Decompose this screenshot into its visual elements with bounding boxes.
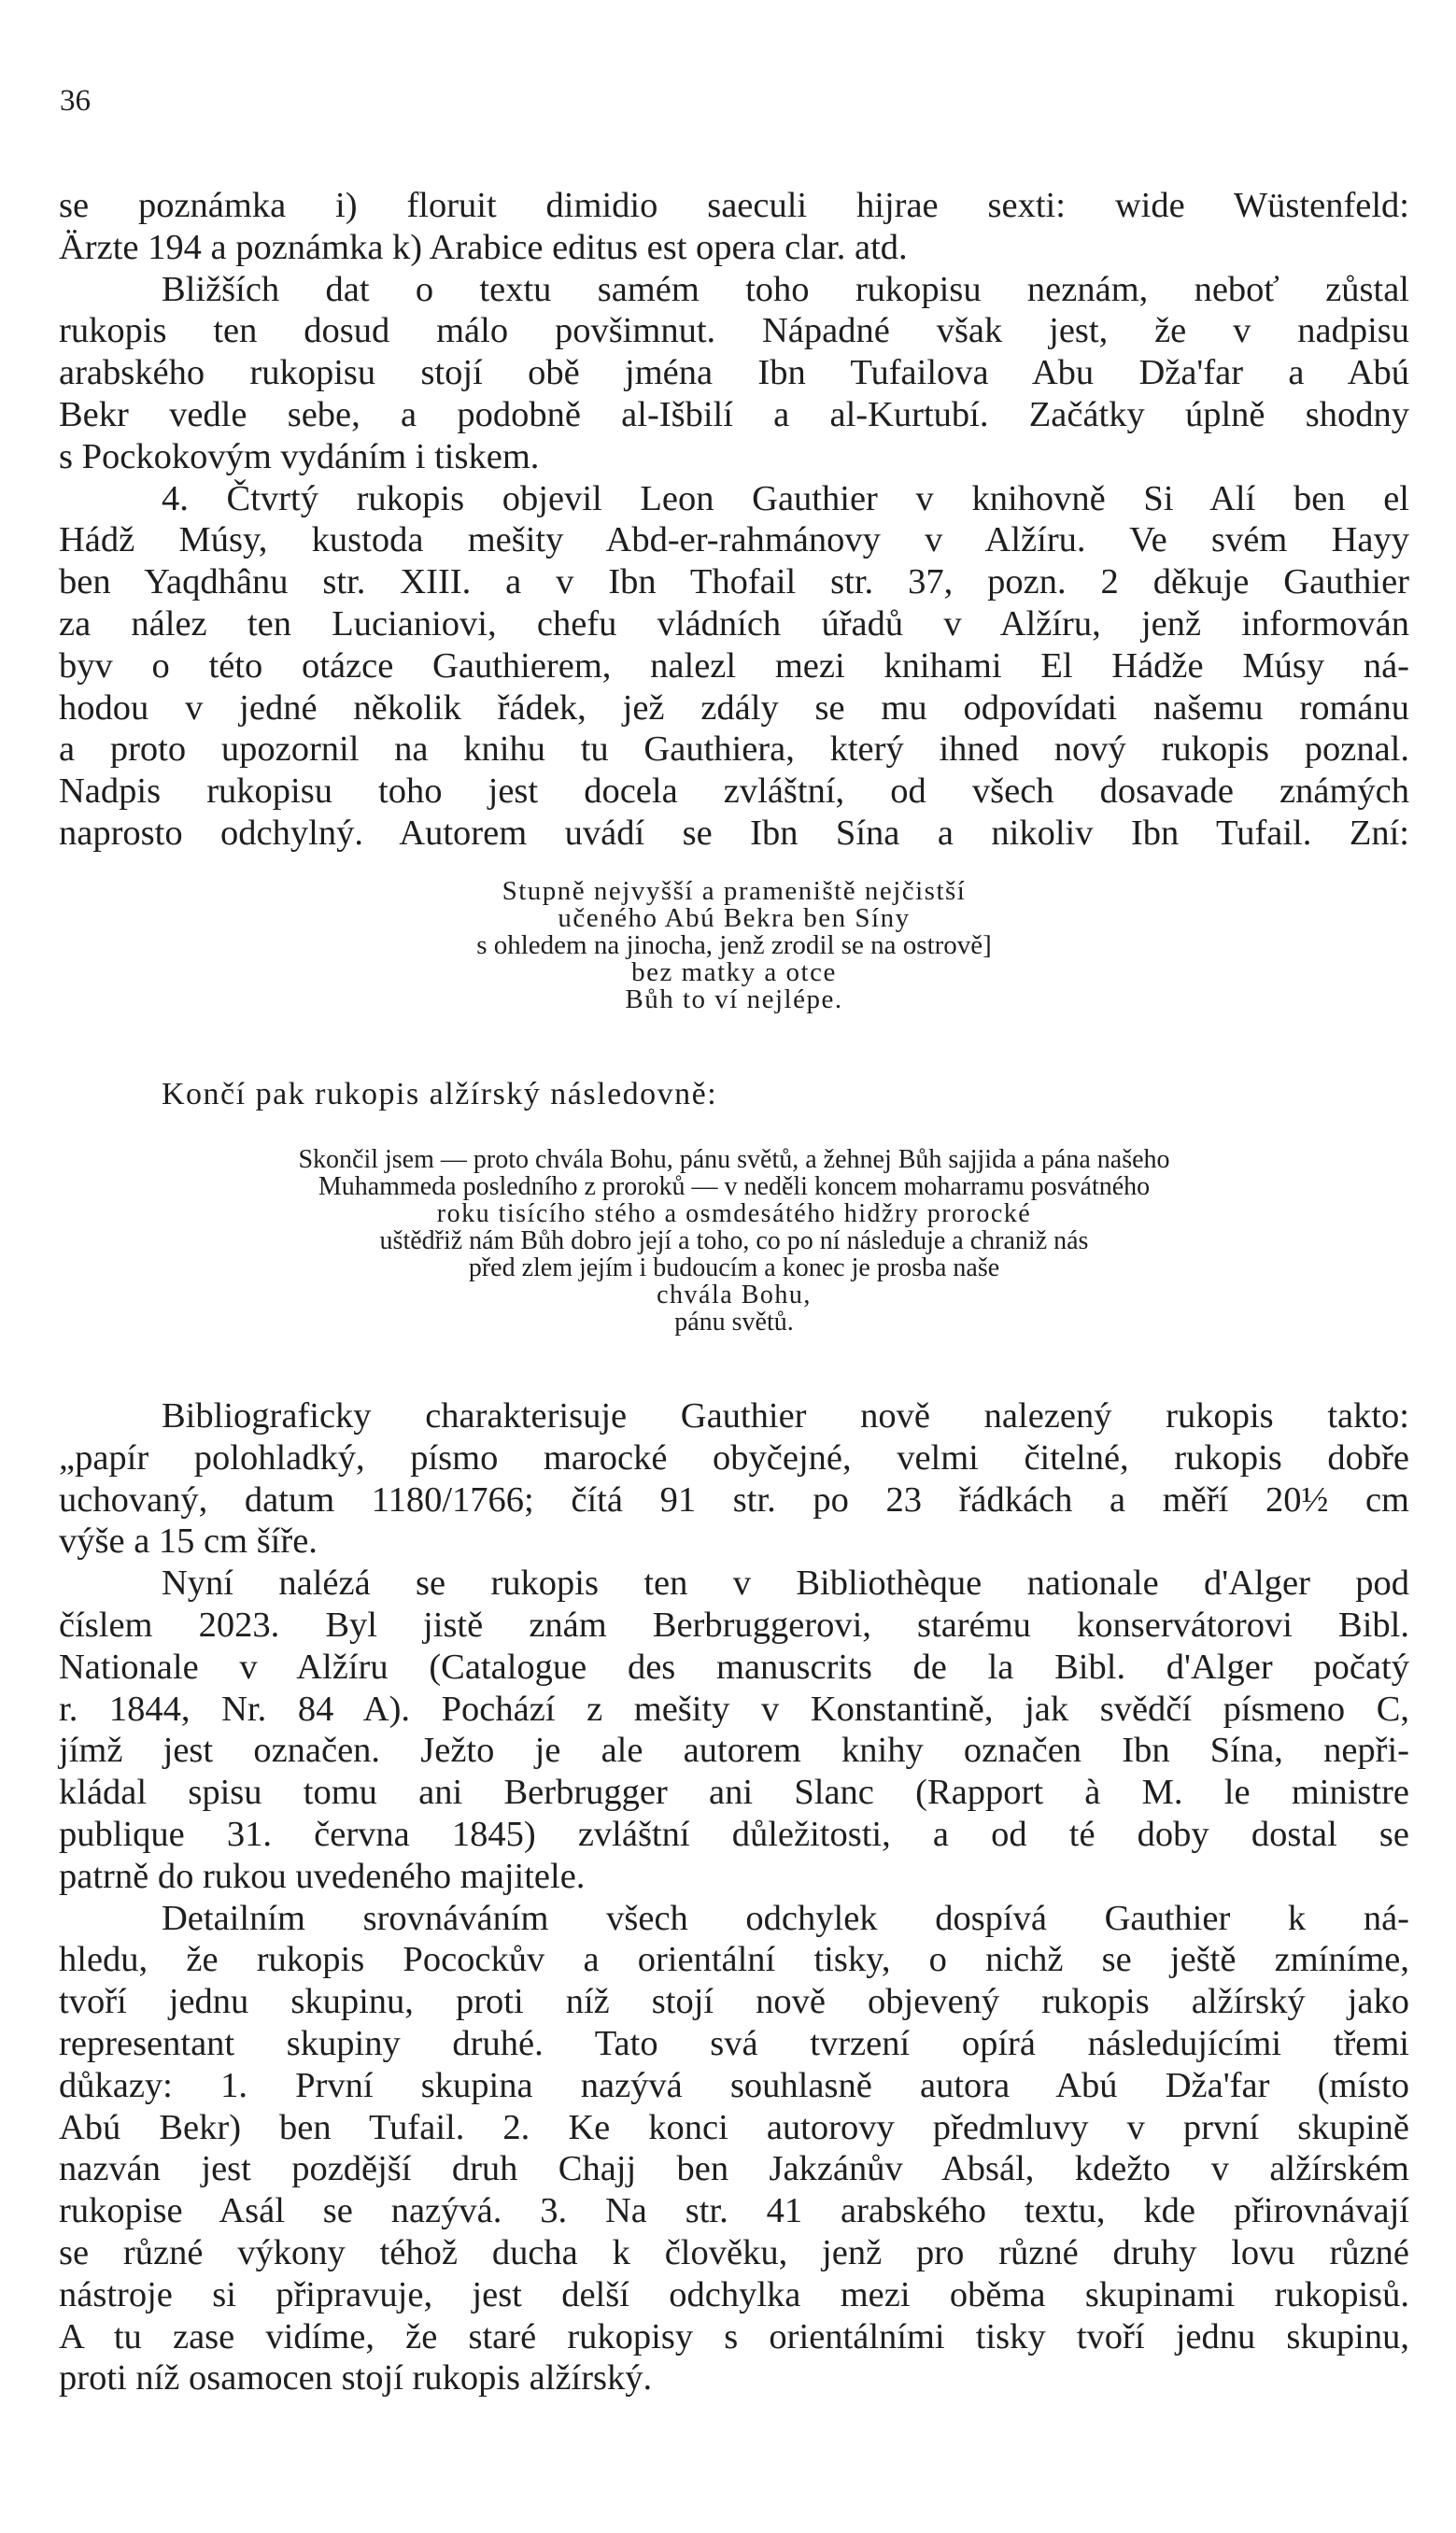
quote-line: Skončil jsem — proto chvála Bohu, pánu světů, a žehnej Bůh sajjida a pána našeho	[298, 1145, 1170, 1174]
text-line: Bližších dat o textu samém toho rukopisu neznám, neboť zůstal	[162, 269, 1409, 309]
text-line: Bibliograficky charakterisuje Gauthier nově nalezený rukopis takto:	[162, 1396, 1409, 1436]
text-line: číslem 2023. Byl jistě znám Berbruggerovi, starému konservátorovi Bibl.	[59, 1605, 1409, 1645]
text-line: s Pockokovým vydáním i tiskem.	[59, 436, 540, 476]
quote-line: roku tisícího stého a osmdesátého hidžry prorocké	[436, 1199, 1032, 1228]
text-line: se různé výkony téhož ducha k člověku, jenž pro různé druhy lovu různé	[59, 2232, 1409, 2272]
quote-title	[59, 878, 1409, 1013]
text-line: uchovaný, datum 1180/1766; čítá 91 str. po 23 řádkách a měří 20½ cm	[59, 1479, 1409, 1520]
text-line: arabského rukopisu stojí obě jména Ibn Tufailova Abu Dža'far a Abú	[59, 353, 1409, 393]
text-line: representant skupiny druhé. Tato svá tvrzení opírá následujícími třemi	[59, 2023, 1409, 2063]
text-line: Nyní nalézá se rukopis ten v Bibliothèque nationale d'Alger pod	[162, 1564, 1409, 1604]
quote-line: Stupně nejvyšší a prameniště nejčistší	[502, 876, 967, 906]
quote-line: uštědřiž nám Bůh dobro její a toho, co po ní následuje a chraniž nás	[379, 1226, 1089, 1255]
text-line: publique 31. června 1845) zvláštní důležitosti, a od té doby dostal se	[59, 1814, 1409, 1854]
text-line: Ärzte 194 a poznámka k) Arabice editus est opera clar. atd.	[59, 227, 908, 267]
text-block-top	[59, 185, 1409, 855]
quote-line: Muhammeda posledního z proroků — v neděli koncem moharramu posvátného	[318, 1172, 1151, 1201]
text-line: Detailním srovnáváním všech odchylek dospívá Gauthier k ná-	[162, 1898, 1409, 1938]
text-line: „papír polohladký, písmo marocké obyčejné, velmi čitelné, rukopis dobře	[59, 1437, 1409, 1478]
text-line: tvoří jednu skupinu, proti níž stojí nově objevený rukopis alžírský jako	[59, 1982, 1409, 2022]
text-line: výše a 15 cm šíře.	[59, 1521, 318, 1562]
text-line: r. 1844, Nr. 84 A). Pochází z mešity v Konstantině, jak svědčí písmeno C,	[59, 1689, 1409, 1729]
text-line: kládal spisu tomu ani Berbrugger ani Slanc (Rapport à M. le ministre	[59, 1773, 1409, 1813]
text-line: naprosto odchylný. Autorem uvádí se Ibn Sína a nikoliv Ibn Tufail. Zní:	[59, 813, 1409, 853]
text-line: Hádž Músy, kustoda mešity Abd-er-rahmánovy v Alžíru. Ve svém Hayy	[59, 520, 1409, 560]
text-line: ben Yaqdhânu str. XIII. a v Ibn Thofail str. 37, pozn. 2 děkuje Gauthier	[59, 562, 1409, 602]
quote-line: s ohledem na jinocha, jenž zrodil se na ostrově]	[476, 930, 992, 960]
quote-line: učeného Abú Bekra ben Síny	[558, 903, 911, 933]
text-line: Bekr vedle sebe, a podobně al-Išbilí a al-Kurtubí. Začátky úplně shodny	[59, 394, 1409, 434]
text-line: nástroje si připravuje, jest delší odchylka mezi oběma skupinami rukopisů.	[59, 2274, 1409, 2314]
text-line: Abú Bekr) ben Tufail. 2. Ke konci autorovy předmluvy v první skupině	[59, 2107, 1409, 2147]
text-line: se poznámka i) floruit dimidio saeculi hijrae sexti: wide Wüstenfeld:	[59, 186, 1409, 225]
quote-line: chvála Bohu,	[657, 1281, 812, 1309]
text-line: nazván jest pozdější druh Chajj ben Jakzánův Absál, kdežto v alžírském	[59, 2149, 1409, 2189]
text-line: patrně do rukou uvedeného majitele.	[59, 1856, 586, 1896]
text-line: byv o této otázce Gauthierem, nalezl mezi knihami El Hádže Músy ná-	[59, 645, 1409, 686]
quote-line: před zlem jejím i budoucím a konec je prosba naše	[468, 1253, 1000, 1282]
text-line: proti níž osamocen stojí rukopis alžírský.	[59, 2358, 653, 2399]
text-line: důkazy: 1. První skupina nazývá souhlasně autora Abú Dža'far (místo	[59, 2065, 1409, 2105]
quote-line: pánu světů.	[674, 1308, 794, 1337]
text-line: hledu, že rukopis Pocockův a orientální tisky, o nichž se ještě zmíníme,	[59, 1940, 1409, 1980]
text-line: a proto upozornil na knihu tu Gauthiera, který ihned nový rukopis poznal.	[59, 729, 1409, 770]
quote-line: Bůh to ví nejlépe.	[625, 984, 843, 1014]
text-line: jímž jest označen. Ježto je ale autorem knihy označen Ibn Sína, nepři-	[59, 1731, 1409, 1771]
quote-end	[59, 1146, 1409, 1336]
page-number: 36	[60, 84, 91, 118]
konci-line: Končí pak rukopis alžírský následovně:	[162, 1077, 718, 1111]
text-line: Nadpis rukopisu toho jest docela zvláštní, od všech dosavade známých	[59, 771, 1409, 812]
text-block-bottom	[59, 1395, 1409, 2399]
text-line: 4. Čtvrtý rukopis objevil Leon Gauthier v knihovně Si Alí ben el	[162, 478, 1409, 518]
text-line: Nationale v Alžíru (Catalogue des manuscrits de la Bibl. d'Alger počatý	[59, 1647, 1409, 1687]
quote-line: bez matky a otce	[631, 957, 837, 987]
text-line: rukopis ten dosud málo povšimnut. Nápadné však jest, že v nadpisu	[59, 311, 1409, 351]
text-line: hodou v jedné několik řádek, jež zdály se mu odpovídati našemu románu	[59, 687, 1409, 728]
text-line: za nález ten Lucianiovi, chefu vládních úřadů v Alžíru, jenž informován	[59, 603, 1409, 644]
text-line: A tu zase vidíme, že staré rukopisy s orientálními tisky tvoří jednu skupinu,	[59, 2316, 1409, 2356]
text-line: rukopise Asál se nazývá. 3. Na str. 41 arabského textu, kde přirovnávají	[59, 2191, 1409, 2231]
